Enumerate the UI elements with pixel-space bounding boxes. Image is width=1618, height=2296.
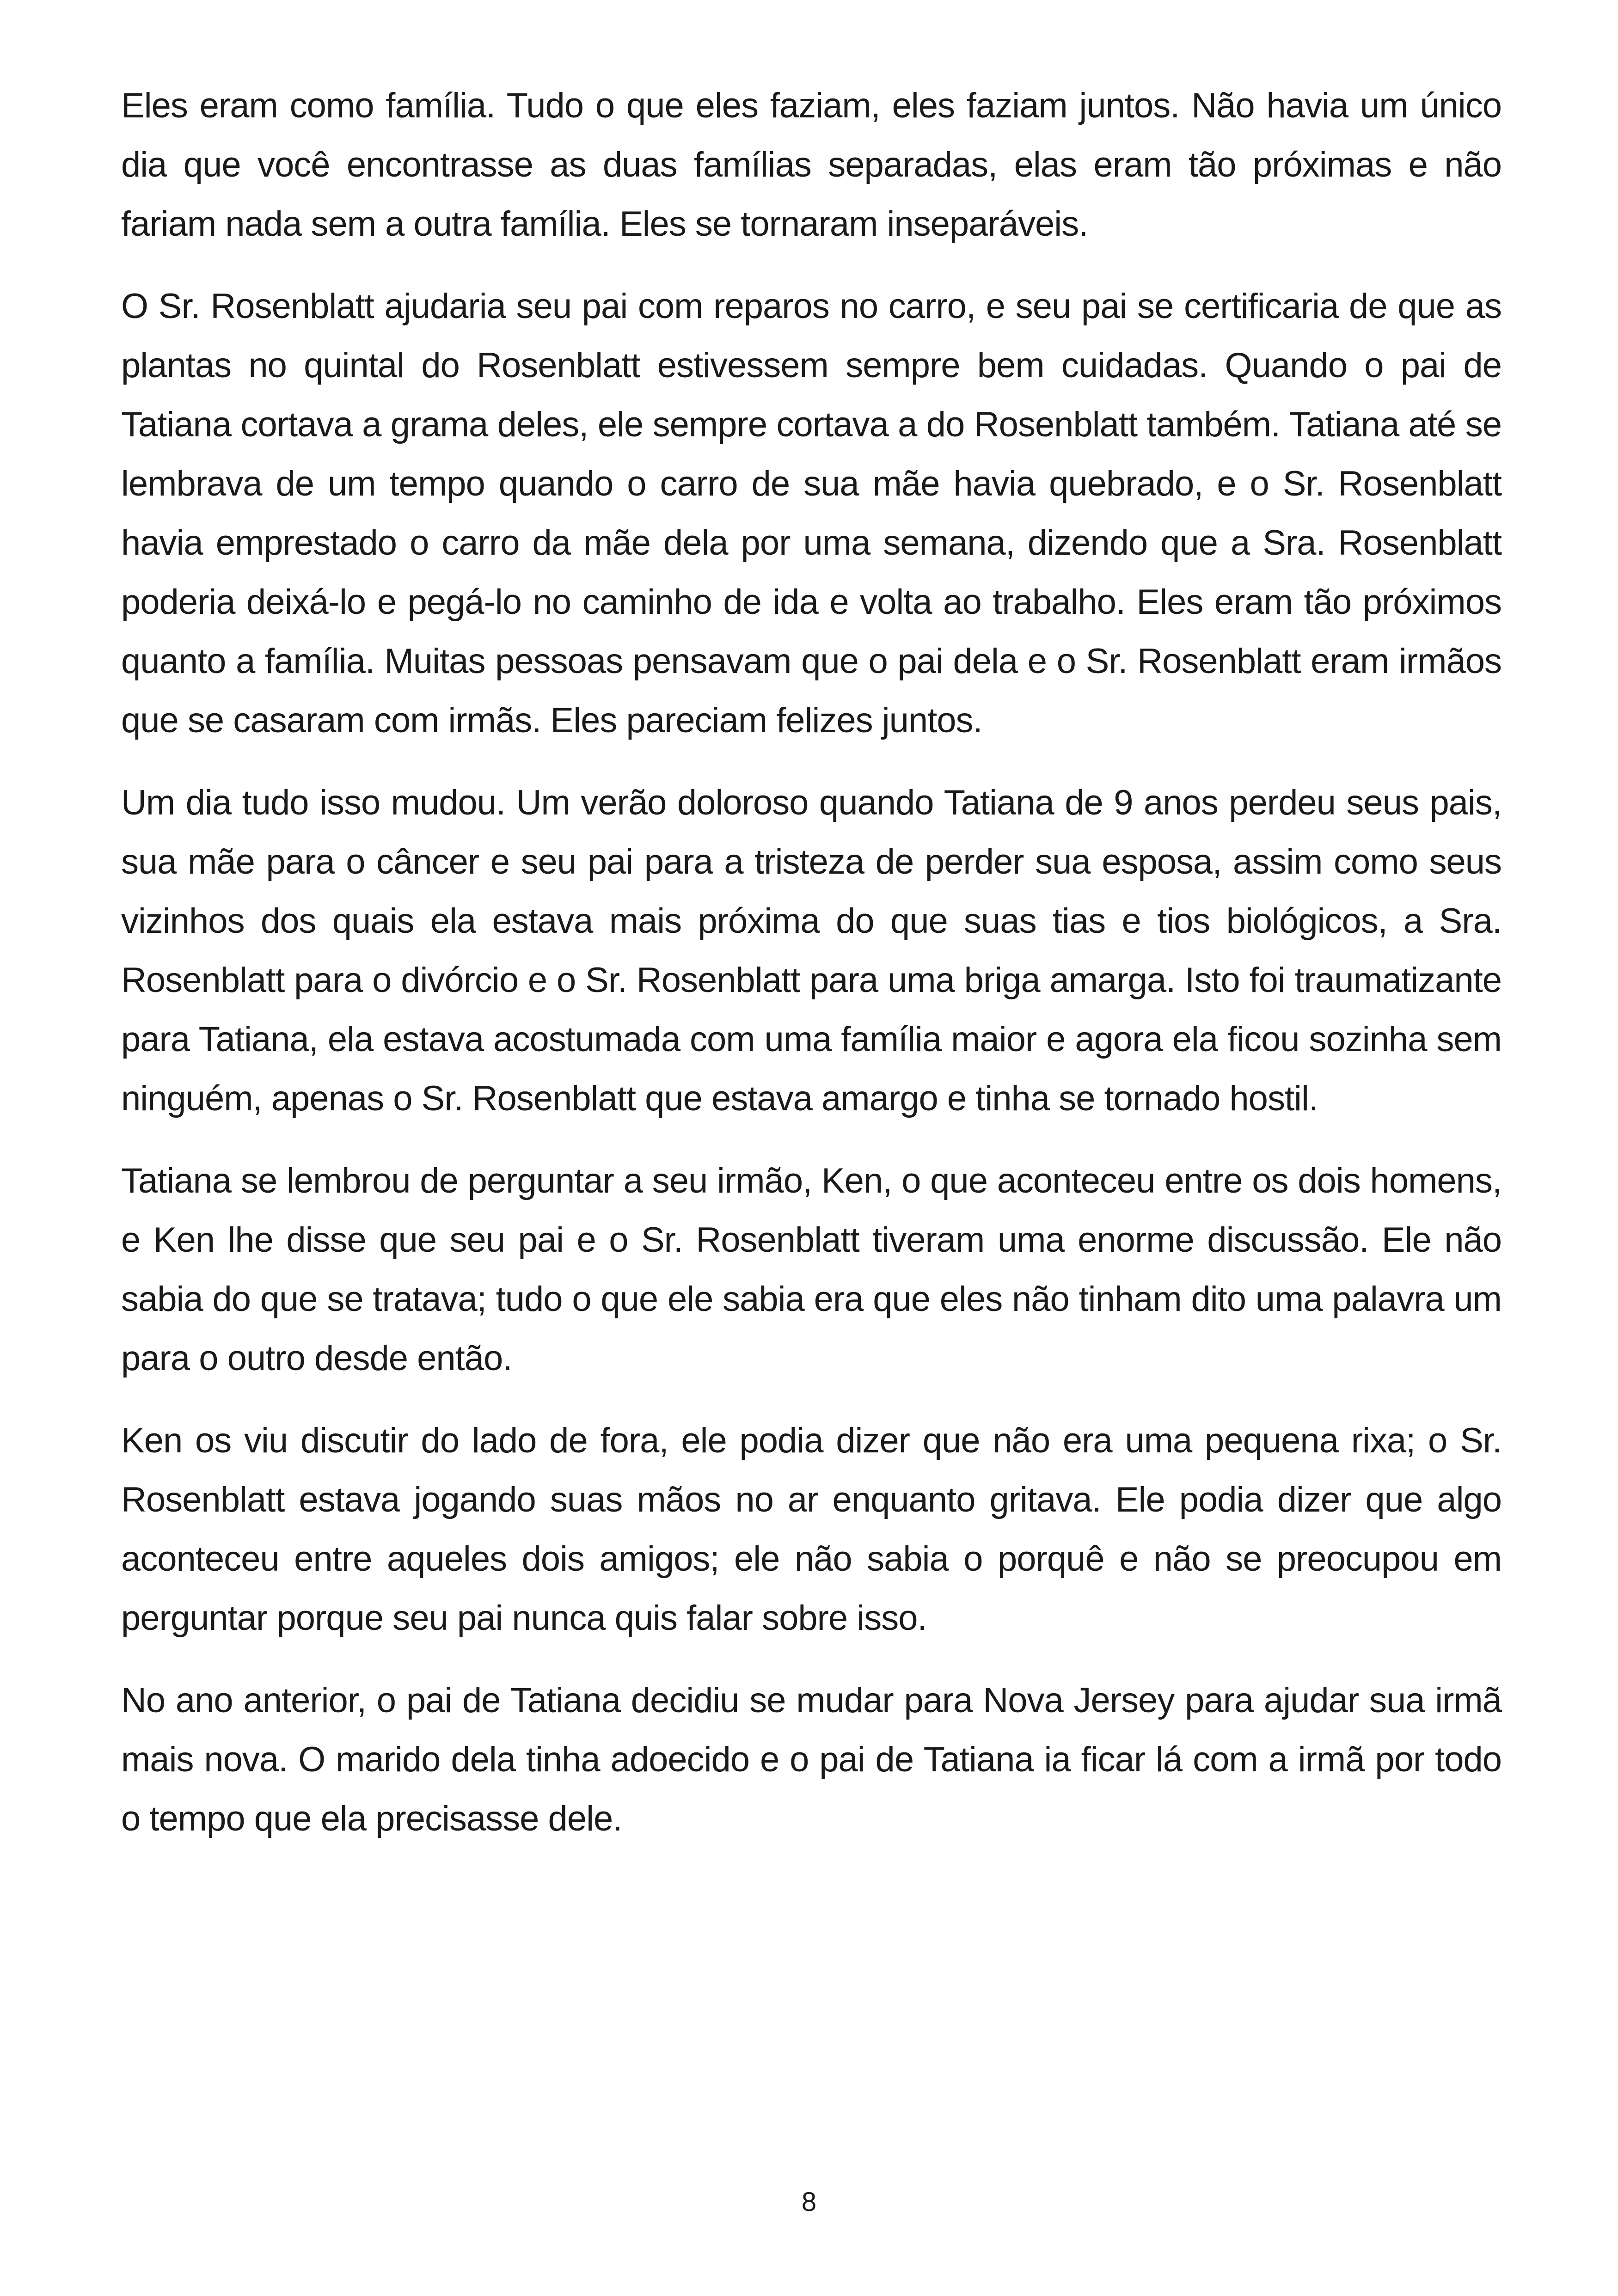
paragraph-3: Um dia tudo isso mudou. Um verão doloroso quando Tatiana de 9 anos perdeu seus pais, sua mãe para o câncer e seu pai para a tristeza de perder sua esposa, assim como seus vizinhos dos quais ela estava mais próxima do que suas tias e tios biológicos, a Sra. Rosenblatt para o divórcio e o Sr. Rosenblatt para uma briga amarga. Isto foi traumatizante para Tatiana, ela estava acostumada com uma família maior e agora ela ficou sozinha sem ninguém, apenas o Sr. Rosenblatt que estava amargo e tinha se tornado hostil. bbox=[121, 783, 1502, 1118]
paragraph-2: O Sr. Rosenblatt ajudaria seu pai com reparos no carro, e seu pai se certificaria de que as plantas no quintal do Rosenblatt estivessem sempre bem cuidadas. Quando o pai de Tatiana cortava a grama deles, ele sempre cortava a do Rosenblatt também. Tatiana até se lembrava de um tempo quando o carro de sua mãe havia quebrado, e o Sr. Rosenblatt havia emprestado o carro da mãe dela por uma semana, dizendo que a Sra. Rosenblatt poderia deixá-lo e pegá-lo no caminho de ida e volta ao trabalho. Eles eram tão próximos quanto a família. Muitas pessoas pensavam que o pai dela e o Sr. Rosenblatt eram irmãos que se casaram com irmãs. Eles pareciam felizes juntos. bbox=[121, 287, 1502, 740]
paragraph-6: No ano anterior, o pai de Tatiana decidiu se mudar para Nova Jersey para ajudar sua irmã mais nova. O marido dela tinha adoecido e o pai de Tatiana ia ficar lá com a irmã por todo o tempo que ela precisasse dele. bbox=[121, 1681, 1502, 1838]
paragraph-1: Eles eram como família. Tudo o que eles faziam, eles faziam juntos. Não havia um único dia que você encontrasse as duas famílias separadas, elas eram tão próximas e não fariam nada sem a outra família. Eles se tornaram inseparáveis. bbox=[121, 86, 1502, 244]
body-text bbox=[121, 76, 1502, 1872]
paragraph-5: Ken os viu discutir do lado de fora, ele podia dizer que não era uma pequena rixa; o Sr. Rosenblatt estava jogando suas mãos no ar enquanto gritava. Ele podia dizer que algo aconteceu entre aqueles dois amigos; ele não sabia o porquê e não se preocupou em perguntar porque seu pai nunca quis falar sobre isso. bbox=[121, 1421, 1502, 1638]
page-number: 8 bbox=[801, 2187, 817, 2217]
paragraph-4: Tatiana se lembrou de perguntar a seu irmão, Ken, o que aconteceu entre os dois homens, e Ken lhe disse que seu pai e o Sr. Rosenblatt tiveram uma enorme discussão. Ele não sabia do que se tratava; tudo o que ele sabia era que eles não tinham dito uma palavra um para o outro desde então. bbox=[121, 1161, 1502, 1378]
